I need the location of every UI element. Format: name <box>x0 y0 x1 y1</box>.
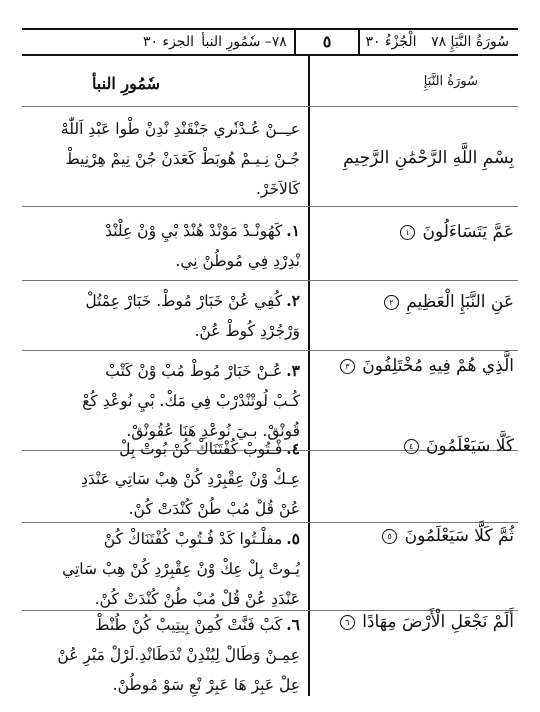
verse-number: ١. <box>286 221 300 240</box>
ayah-arabic: الَّذِي هُمْ فِيهِ مُخْتَلِفُونَ ٣ <box>314 356 514 376</box>
translation-line: نْدِرْدِ فِي مُوطُنْ نِي. <box>175 252 300 270</box>
basmala-translation <box>22 114 300 204</box>
ayah-translation <box>22 434 300 524</box>
document-page <box>22 28 518 706</box>
row-divider <box>22 206 518 207</box>
verse-number: ٤. <box>286 439 300 458</box>
header-surah-translit: ٧٨– سٗمُورِ النبأ <box>201 34 287 50</box>
ayah-end-marker: ١ <box>400 225 415 240</box>
arabic-column-title: سُورَةُ النَّبَإِ <box>423 74 478 89</box>
verse-table <box>22 56 518 706</box>
translation-line: عِمِـنْ وَطَالْ لِيُنْدِنْ نْدَطَانْدِ.لَرْلْ مَبْرِ عُنْ <box>57 646 300 664</box>
verse-number: ٣. <box>286 361 300 380</box>
translation-line: ٢.كُفِي عُنْ خَبَارْ مُوطْ. خَبَارْ عِمْتُلْ <box>85 291 300 310</box>
page-number: ٥ <box>294 30 360 54</box>
ayah-arabic: كَلَّا سَيَعْلَمُونَ ٤ <box>314 436 514 456</box>
ayah-translation <box>22 216 300 276</box>
translation-line: جُـنْ نِـيـمْ هُوبَطْ كَعَدَنْ جُنْ نِيمْ هِرْنِيطْ <box>65 150 300 168</box>
ayah-end-marker: ٦ <box>340 615 355 630</box>
translation-line: كُـبْ لُوتْنْدْرْبْ فِي مَكْ. بْيِ نُوعْدِ كُعْ <box>82 392 300 410</box>
ayah-arabic: أَلَمْ نَجْعَلِ الْأَرْضَ مِهَادًا ٦ <box>314 612 514 632</box>
translation-line: عُنْ قُلْ مُبْ طُنْ كُنْدَتْ كُنْ. <box>128 500 300 518</box>
ayah-translation <box>22 524 300 614</box>
translation-line: يُـوتْ بِلْ عِكْ وْنْ عِقْبِرْدِ كُنْ هِبْ سَاتِي <box>62 560 300 578</box>
translation-line: ١.كَهُونْـدْ مَوْنْدْ هُنْدْ بْيِ وْنْ عِلْنْدْ <box>105 221 300 240</box>
verse-number: ٦. <box>286 615 300 634</box>
verse-number: ٢. <box>286 291 300 310</box>
ayah-translation <box>22 286 300 346</box>
translation-line: عِلْ عَبِرْ هَا عَبِرْ نْعِ سَوْ مُوطُنْ. <box>112 676 300 694</box>
basmala-arabic: بِسْمِ اللَّهِ الرَّحْمَٰنِ الرَّحِيمِ <box>343 148 514 168</box>
translation-line: ٥.مفلْـتُوا كَدْ فُـتُوبْ كُفْتَنَاكْ كُنْ <box>103 529 300 548</box>
ayah-arabic: عَنِ النَّبَإِ الْعَظِيمِ ٢ <box>314 292 514 312</box>
ayah-arabic: عَمَّ يَتَسَاءَلُونَ ١ <box>314 222 514 242</box>
header-juz-arabic: الْجُزْءُ ٣٠ <box>365 34 417 50</box>
ayah-end-marker: ٣ <box>340 359 355 374</box>
row-divider <box>22 280 518 281</box>
title-divider <box>22 106 518 107</box>
translation-line: عـِــنْ عُـدْنٗري جَنْقَنْدِ نْدِنْ طْوا عَبْدِ اَللّٰهْ <box>60 120 300 138</box>
header-juz-left: الجزء ٣٠ <box>143 34 194 50</box>
ayah-translation <box>22 610 300 700</box>
ayah-end-marker: ٥ <box>382 529 397 544</box>
page-header <box>22 28 518 56</box>
verse-number: ٥. <box>286 529 300 548</box>
translation-line: عِـكْ وْنْ عِقْبِرْدِ كُنْ هِبْ سَاتِي عَنْدَدِ <box>81 470 300 488</box>
ayah-translation <box>22 356 300 446</box>
row-divider <box>22 350 518 351</box>
translation-line: وَرْجُرْدِ كُوطْ عُنْ. <box>194 322 300 340</box>
ayah-end-marker: ٢ <box>384 295 399 310</box>
translation-line: ٦.كَبْ فَنَّتْ كُمِنْ بِيتِيبْ كُنْ طُنْطْ <box>95 615 300 634</box>
translit-column-title: سٗمُورِ النبأ <box>92 74 161 93</box>
ayah-end-marker: ٤ <box>404 439 419 454</box>
header-surah-name: سُورَةُ النَّبَإِ ٧٨ <box>431 34 509 50</box>
row-divider <box>22 522 518 523</box>
translation-line: ٣.عُـنْ خَبَارْ مُوطْ مُبْ وْنْ كَتْبْ <box>105 361 300 380</box>
column-divider <box>308 56 310 696</box>
translation-line: ٤.فْـتُوبْ كُفْتَنَاكْ كُنْ بُوتْ بِلْ <box>119 439 300 458</box>
translation-line: عَنْدَدِ عُنْ قُلْ مُبْ طُنْ كُنْدَتْ كُنْ. <box>94 590 300 608</box>
translation-line: قُونْقْ. بـيَ نُوعْدِ هَنَا عُقُونْقْ. <box>126 422 300 440</box>
translation-line: كَالاَخَرْ. <box>255 180 300 198</box>
ayah-arabic: ثُمَّ كَلَّا سَيَعْلَمُونَ ٥ <box>314 526 514 546</box>
